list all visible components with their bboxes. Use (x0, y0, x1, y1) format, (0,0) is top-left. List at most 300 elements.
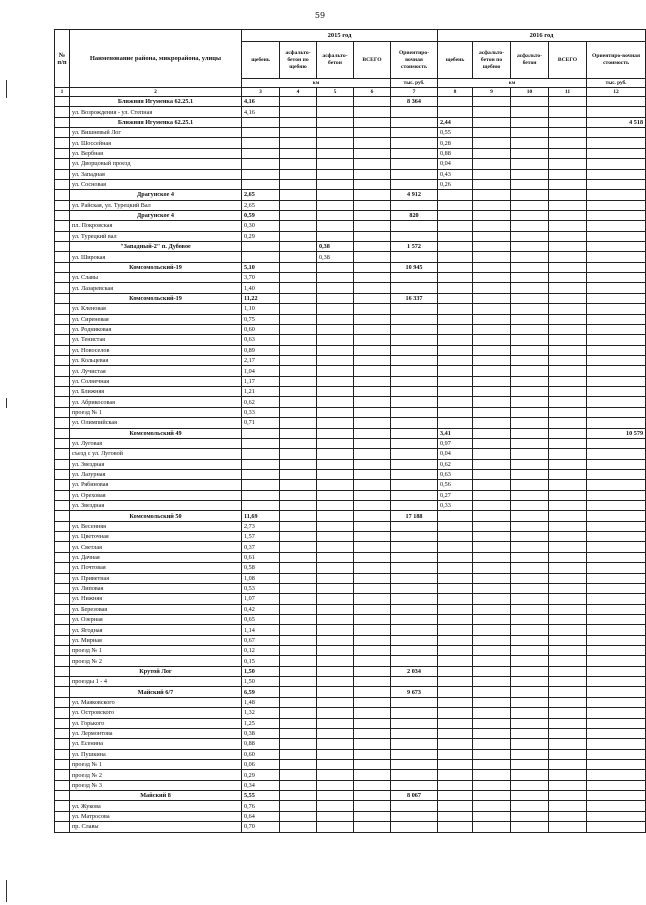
gravel-2015 (242, 138, 280, 148)
asphalt-2016 (511, 179, 549, 189)
asphalt-on-gravel-2015 (280, 801, 317, 811)
gravel-2015: 2,65 (242, 190, 280, 200)
asphalt-2016 (511, 190, 549, 200)
cost-2015 (391, 490, 438, 500)
total-2016 (549, 521, 587, 531)
gravel-2016 (438, 625, 473, 635)
total-2015 (354, 428, 391, 438)
total-2015 (354, 210, 391, 220)
street-row (55, 324, 646, 334)
cost-2015 (391, 708, 438, 718)
street-row (55, 252, 646, 262)
total-2015 (354, 480, 391, 490)
cost-2015 (391, 583, 438, 593)
gravel-2015: 5,55 (242, 791, 280, 801)
asphalt-2016 (511, 345, 549, 355)
total-2016 (549, 304, 587, 314)
asphalt-on-gravel-2016 (473, 387, 511, 397)
street-row (55, 438, 646, 448)
total-2015 (354, 273, 391, 283)
cost-2015 (391, 138, 438, 148)
asphalt-on-gravel-2016 (473, 760, 511, 770)
asphalt-2015 (317, 770, 354, 780)
cost-2016 (587, 148, 646, 158)
street-row (55, 760, 646, 770)
asphalt-on-gravel-2015 (280, 314, 317, 324)
cost-2016 (587, 521, 646, 531)
asphalt-2015 (317, 449, 354, 459)
cost-2015 (391, 811, 438, 821)
column-index: 12 (587, 88, 646, 97)
total-2015 (354, 811, 391, 821)
asphalt-on-gravel-2016 (473, 262, 511, 272)
col-name-header: Наименование района, микрорайона, улицы (70, 30, 242, 88)
gravel-2015: 0,88 (242, 739, 280, 749)
street-name: проезды 1 - 4 (70, 677, 242, 687)
gravel-2016 (438, 811, 473, 821)
row-number (55, 128, 70, 138)
page-number: 59 (314, 11, 326, 20)
gravel-2016 (438, 697, 473, 707)
street-row (55, 749, 646, 759)
cost-2015 (391, 355, 438, 365)
total-2015 (354, 822, 391, 832)
asphalt-on-gravel-2016 (473, 128, 511, 138)
cost-2015 (391, 697, 438, 707)
asphalt-on-gravel-2016 (473, 314, 511, 324)
gravel-2015: 0,30 (242, 221, 280, 231)
street-name: ул. Ягодная (70, 625, 242, 635)
street-row (55, 501, 646, 511)
asphalt-on-gravel-2015 (280, 128, 317, 138)
street-name: ул. Липовая (70, 583, 242, 593)
gravel-2016: 0,88 (438, 148, 473, 158)
total-2016 (549, 376, 587, 386)
cost-2015: 9 673 (391, 687, 438, 697)
asphalt-2015 (317, 469, 354, 479)
asphalt-2015 (317, 801, 354, 811)
sub-asphalt-on-gravel-2015: асфальто-бетон по щебню (280, 42, 317, 79)
asphalt-on-gravel-2015 (280, 656, 317, 666)
row-number (55, 718, 70, 728)
cost-2016: 10 579 (587, 428, 646, 438)
total-2015 (354, 366, 391, 376)
total-2015 (354, 532, 391, 542)
asphalt-2016 (511, 811, 549, 821)
asphalt-on-gravel-2016 (473, 242, 511, 252)
street-name: ул. Широкая (70, 252, 242, 262)
cost-2015 (391, 656, 438, 666)
total-2015 (354, 552, 391, 562)
cost-2016 (587, 542, 646, 552)
gravel-2016 (438, 521, 473, 531)
total-2016 (549, 128, 587, 138)
unit-km-2016: км (438, 79, 587, 88)
gravel-2015: 0,34 (242, 780, 280, 790)
cost-2016 (587, 770, 646, 780)
row-number (55, 262, 70, 272)
gravel-2015 (242, 480, 280, 490)
cost-2016 (587, 490, 646, 500)
street-name: ул. Олимпийская (70, 418, 242, 428)
gravel-2016 (438, 293, 473, 303)
street-name: ул. Лазурная (70, 469, 242, 479)
asphalt-2016 (511, 355, 549, 365)
asphalt-2015 (317, 760, 354, 770)
asphalt-2015 (317, 107, 354, 117)
street-row (55, 469, 646, 479)
asphalt-on-gravel-2015 (280, 718, 317, 728)
gravel-2016: 0,97 (438, 438, 473, 448)
asphalt-on-gravel-2015 (280, 542, 317, 552)
total-2015 (354, 635, 391, 645)
cost-2015 (391, 438, 438, 448)
asphalt-on-gravel-2015 (280, 273, 317, 283)
cost-2016 (587, 190, 646, 200)
asphalt-2015 (317, 304, 354, 314)
row-number (55, 449, 70, 459)
cost-2016 (587, 604, 646, 614)
asphalt-2016 (511, 583, 549, 593)
asphalt-on-gravel-2015 (280, 262, 317, 272)
street-name: ул. Западная (70, 169, 242, 179)
total-2016 (549, 418, 587, 428)
cost-2016 (587, 739, 646, 749)
cost-2016 (587, 780, 646, 790)
total-2015 (354, 407, 391, 417)
asphalt-2015 (317, 780, 354, 790)
row-number (55, 811, 70, 821)
street-row (55, 407, 646, 417)
street-name: ул. Ореховая (70, 490, 242, 500)
asphalt-2015 (317, 501, 354, 511)
cost-2016 (587, 666, 646, 676)
cost-2015 (391, 822, 438, 832)
asphalt-on-gravel-2015 (280, 614, 317, 624)
gravel-2015: 0,75 (242, 314, 280, 324)
row-number (55, 97, 70, 107)
row-number (55, 283, 70, 293)
street-row (55, 283, 646, 293)
asphalt-on-gravel-2016 (473, 811, 511, 821)
street-row (55, 801, 646, 811)
gravel-2015: 1,17 (242, 376, 280, 386)
street-row (55, 159, 646, 169)
district-row (55, 190, 646, 200)
total-2015 (354, 791, 391, 801)
row-number (55, 387, 70, 397)
total-2016 (549, 117, 587, 127)
street-row (55, 822, 646, 832)
total-2016 (549, 449, 587, 459)
street-row (55, 532, 646, 542)
cost-2015 (391, 304, 438, 314)
row-number (55, 697, 70, 707)
asphalt-on-gravel-2016 (473, 252, 511, 262)
gravel-2015 (242, 179, 280, 189)
asphalt-2015 (317, 366, 354, 376)
total-2016 (549, 708, 587, 718)
asphalt-2016 (511, 604, 549, 614)
cost-2016 (587, 397, 646, 407)
asphalt-on-gravel-2015 (280, 397, 317, 407)
total-2016 (549, 169, 587, 179)
asphalt-on-gravel-2016 (473, 501, 511, 511)
gravel-2016 (438, 283, 473, 293)
cost-2016 (587, 128, 646, 138)
cost-2016 (587, 459, 646, 469)
asphalt-on-gravel-2015 (280, 646, 317, 656)
asphalt-on-gravel-2016 (473, 397, 511, 407)
gravel-2016 (438, 345, 473, 355)
cost-2015 (391, 128, 438, 138)
gravel-2016 (438, 749, 473, 759)
asphalt-on-gravel-2015 (280, 666, 317, 676)
gravel-2016 (438, 210, 473, 220)
cost-2015 (391, 739, 438, 749)
cost-2015 (391, 428, 438, 438)
cost-2015 (391, 283, 438, 293)
cost-2016 (587, 376, 646, 386)
row-number (55, 521, 70, 531)
gravel-2016 (438, 304, 473, 314)
row-number (55, 791, 70, 801)
asphalt-2015 (317, 179, 354, 189)
row-number (55, 148, 70, 158)
cost-2016 (587, 563, 646, 573)
asphalt-2016 (511, 252, 549, 262)
total-2015 (354, 179, 391, 189)
cost-2016 (587, 138, 646, 148)
row-number (55, 749, 70, 759)
asphalt-2016 (511, 159, 549, 169)
asphalt-2015 (317, 749, 354, 759)
total-2016 (549, 459, 587, 469)
gravel-2016 (438, 376, 473, 386)
row-number (55, 542, 70, 552)
gravel-2015: 11,69 (242, 511, 280, 521)
gravel-2015 (242, 459, 280, 469)
asphalt-on-gravel-2015 (280, 594, 317, 604)
asphalt-on-gravel-2015 (280, 791, 317, 801)
street-row (55, 770, 646, 780)
asphalt-on-gravel-2016 (473, 324, 511, 334)
total-2015 (354, 252, 391, 262)
cost-2015 (391, 366, 438, 376)
street-name: ул. Почтовая (70, 563, 242, 573)
district-row (55, 293, 646, 303)
total-2015 (354, 594, 391, 604)
gravel-2016 (438, 687, 473, 697)
row-number (55, 179, 70, 189)
row-number (55, 273, 70, 283)
street-row (55, 635, 646, 645)
asphalt-2016 (511, 656, 549, 666)
cost-2015 (391, 449, 438, 459)
total-2015 (354, 459, 391, 469)
total-2016 (549, 97, 587, 107)
total-2015 (354, 625, 391, 635)
asphalt-2015 (317, 718, 354, 728)
total-2015 (354, 283, 391, 293)
gravel-2016 (438, 314, 473, 324)
street-name: ул. Есенина (70, 739, 242, 749)
asphalt-2015 (317, 822, 354, 832)
column-index: 10 (511, 88, 549, 97)
asphalt-2016 (511, 469, 549, 479)
cost-2016 (587, 438, 646, 448)
cost-2015: 10 945 (391, 262, 438, 272)
total-2016 (549, 646, 587, 656)
total-2015 (354, 501, 391, 511)
cost-2016 (587, 687, 646, 697)
cost-2016 (587, 293, 646, 303)
cost-2015 (391, 594, 438, 604)
total-2016 (549, 677, 587, 687)
asphalt-on-gravel-2016 (473, 138, 511, 148)
total-2016 (549, 210, 587, 220)
total-2016 (549, 573, 587, 583)
asphalt-2016 (511, 397, 549, 407)
street-name: проезд № 3 (70, 780, 242, 790)
column-index-row (55, 88, 646, 97)
total-2015 (354, 697, 391, 707)
total-2016 (549, 397, 587, 407)
district-row (55, 210, 646, 220)
street-name: ул. Новоселов (70, 345, 242, 355)
total-2015 (354, 128, 391, 138)
street-row (55, 552, 646, 562)
sub-asphalt-2016: асфальто-бетон (511, 42, 549, 79)
district-row (55, 687, 646, 697)
gravel-2015: 4,16 (242, 97, 280, 107)
total-2016 (549, 438, 587, 448)
total-2015 (354, 200, 391, 210)
table-body (55, 88, 646, 833)
asphalt-2015 (317, 262, 354, 272)
gravel-2015: 0,61 (242, 552, 280, 562)
asphalt-on-gravel-2016 (473, 304, 511, 314)
gravel-2016 (438, 822, 473, 832)
gravel-2015: 0,60 (242, 749, 280, 759)
asphalt-2015 (317, 635, 354, 645)
total-2016 (549, 552, 587, 562)
street-name: Ближняя Игуменка 62.25.1 (70, 117, 242, 127)
row-number (55, 324, 70, 334)
gravel-2016 (438, 677, 473, 687)
row-number (55, 335, 70, 345)
asphalt-2015 (317, 314, 354, 324)
asphalt-on-gravel-2016 (473, 273, 511, 283)
cost-2016 (587, 221, 646, 231)
asphalt-2016 (511, 552, 549, 562)
gravel-2015 (242, 148, 280, 158)
total-2016 (549, 791, 587, 801)
total-2016 (549, 428, 587, 438)
gravel-2015: 0,37 (242, 542, 280, 552)
gravel-2016 (438, 666, 473, 676)
total-2016 (549, 200, 587, 210)
gravel-2016 (438, 511, 473, 521)
asphalt-on-gravel-2015 (280, 677, 317, 687)
total-2015 (354, 355, 391, 365)
asphalt-on-gravel-2016 (473, 708, 511, 718)
row-number (55, 625, 70, 635)
cost-2015 (391, 418, 438, 428)
asphalt-on-gravel-2016 (473, 604, 511, 614)
asphalt-2015 (317, 677, 354, 687)
cost-2016 (587, 791, 646, 801)
asphalt-on-gravel-2015 (280, 200, 317, 210)
district-row (55, 791, 646, 801)
gravel-2015: 1,07 (242, 594, 280, 604)
asphalt-on-gravel-2015 (280, 335, 317, 345)
street-name: ул. Матросова (70, 811, 242, 821)
asphalt-2016 (511, 760, 549, 770)
column-index: 5 (317, 88, 354, 97)
total-2016 (549, 822, 587, 832)
asphalt-on-gravel-2016 (473, 521, 511, 531)
asphalt-on-gravel-2015 (280, 780, 317, 790)
asphalt-on-gravel-2016 (473, 739, 511, 749)
street-row (55, 656, 646, 666)
street-row (55, 646, 646, 656)
asphalt-2015 (317, 273, 354, 283)
cost-2015 (391, 159, 438, 169)
cost-2015 (391, 614, 438, 624)
scan-edge-mark (6, 398, 7, 408)
cost-2016 (587, 355, 646, 365)
asphalt-2015 (317, 117, 354, 127)
col-no-header: № п/п (55, 30, 70, 88)
total-2016 (549, 625, 587, 635)
asphalt-on-gravel-2015 (280, 231, 317, 241)
asphalt-2015 (317, 221, 354, 231)
asphalt-on-gravel-2015 (280, 366, 317, 376)
asphalt-on-gravel-2016 (473, 625, 511, 635)
asphalt-on-gravel-2016 (473, 97, 511, 107)
row-number (55, 780, 70, 790)
gravel-2015: 0,60 (242, 324, 280, 334)
asphalt-on-gravel-2016 (473, 573, 511, 583)
asphalt-on-gravel-2015 (280, 283, 317, 293)
cost-2016 (587, 480, 646, 490)
asphalt-2016 (511, 708, 549, 718)
asphalt-2015 (317, 345, 354, 355)
asphalt-on-gravel-2016 (473, 459, 511, 469)
asphalt-2016 (511, 801, 549, 811)
asphalt-2016 (511, 511, 549, 521)
street-row (55, 304, 646, 314)
gravel-2016 (438, 221, 473, 231)
row-number (55, 573, 70, 583)
total-2015 (354, 718, 391, 728)
gravel-2015: 0,59 (242, 210, 280, 220)
asphalt-2016 (511, 283, 549, 293)
gravel-2016: 0,04 (438, 449, 473, 459)
gravel-2015 (242, 428, 280, 438)
cost-2016 (587, 107, 646, 117)
total-2016 (549, 179, 587, 189)
asphalt-on-gravel-2016 (473, 511, 511, 521)
asphalt-on-gravel-2016 (473, 822, 511, 832)
total-2016 (549, 635, 587, 645)
street-name: ул. Кленовая (70, 304, 242, 314)
asphalt-2016 (511, 480, 549, 490)
asphalt-on-gravel-2015 (280, 159, 317, 169)
row-number (55, 666, 70, 676)
asphalt-on-gravel-2016 (473, 749, 511, 759)
